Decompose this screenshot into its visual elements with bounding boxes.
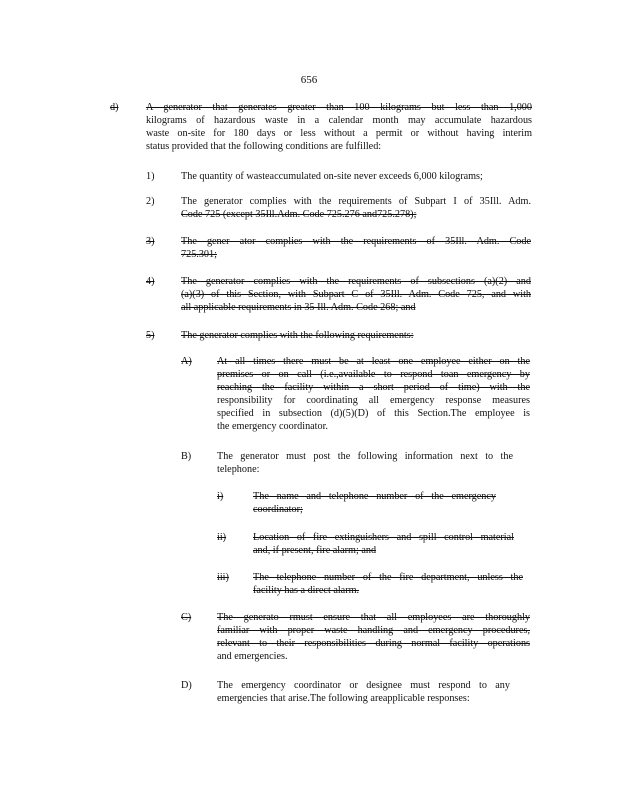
text-3 <box>181 235 531 261</box>
text-5 <box>181 329 531 342</box>
text-B-ii <box>253 531 514 557</box>
marker-2: 2) <box>146 196 155 207</box>
text-line: (a)(3) of this Section, with Subpart C of 35Ill. Adm. Code 725, and with <box>181 289 531 300</box>
text-d <box>146 101 532 153</box>
text-line: facility has a direct alarm. <box>253 585 360 596</box>
text-line: The telephone number of the fire department, unless the <box>253 572 523 583</box>
text-B <box>217 450 513 476</box>
text-line: coordinator; <box>253 504 303 515</box>
marker-D: D) <box>181 680 192 691</box>
text-line: kilograms of hazardous waste in a calendar month may accumulate hazardous <box>146 115 532 126</box>
text-line: premises or on call (i.e.,available to respond toan emergency by <box>217 369 530 380</box>
text-line: and, if present, fire alarm; and <box>253 545 377 556</box>
text-line: emergencies that arise.The following areapplicable responses: <box>217 693 470 704</box>
text-line: waste on-site for 180 days or less without a permit or without having interim <box>146 128 532 139</box>
text-line: A generator that generates greater than 100 kilograms but less than 1,000 <box>146 102 532 113</box>
text-B-i <box>253 490 496 516</box>
text-A <box>217 355 530 433</box>
text-line: the emergency coordinator. <box>217 421 328 432</box>
text-line: The generator must post the following information next to the <box>217 451 513 462</box>
marker-B-ii: ii) <box>217 532 227 543</box>
text-line: The emergency coordinator or designee must respond to any <box>217 680 510 691</box>
text-4 <box>181 275 531 314</box>
marker-A: A) <box>181 356 192 367</box>
text-line: At all times there must be at least one employee either on the <box>217 356 530 367</box>
text-1 <box>181 170 531 183</box>
text-line: telephone: <box>217 464 260 475</box>
marker-B-iii: iii) <box>217 572 229 583</box>
marker-C: C) <box>181 612 192 623</box>
text-line: Location of fire extinguishers and spill control material <box>253 532 514 543</box>
text-line: The generator complies with the following requirements: <box>181 330 414 341</box>
text-line: The name and telephone number of the emergency <box>253 491 496 502</box>
marker-d: d) <box>110 102 119 113</box>
text-line: The generato rmust ensure that all employees are thoroughly <box>217 612 530 623</box>
text-line: specified in subsection (d)(5)(D) of this Section.The employee is <box>217 408 530 419</box>
text-line: responsibility for coordinating all emergency response measures <box>217 395 530 406</box>
text-C <box>217 611 530 663</box>
text-D <box>217 679 510 705</box>
text-line: and emergencies. <box>217 651 288 662</box>
marker-B-i: i) <box>217 491 224 502</box>
page-number: 656 <box>300 74 318 86</box>
text-line: Code 725 (except 35Ill.Adm. Code 725.276 and725.278); <box>181 209 417 220</box>
text-line: status provided that the following conditions are fulfilled: <box>146 141 382 152</box>
text-line: relevant to their responsibilities during normal facility operations <box>217 638 530 649</box>
text-line: all applicable requirements in 35 Ill. Adm. Code 268; and <box>181 302 416 313</box>
text-line: familiar with proper waste handling and emergency procedures, <box>217 625 530 636</box>
text-line: 725.301; <box>181 249 217 260</box>
text-line: The generator complies with the requirements of subsections (a)(2) and <box>181 276 531 287</box>
text-line: reaching the facility within a short period of time) with the <box>217 382 530 393</box>
text-2 <box>181 195 531 221</box>
text-B-iii <box>253 571 523 597</box>
text-line: The generator complies with the requirements of Subpart I of 35Ill. Adm. <box>181 196 531 207</box>
text-line: The gener ator complies with the requirements of 35Ill. Adm. Code <box>181 236 531 247</box>
text-line: The quantity of wasteaccumulated on-site never exceeds 6,000 kilograms; <box>181 171 483 182</box>
marker-1: 1) <box>146 171 155 182</box>
marker-5: 5) <box>146 330 155 341</box>
marker-4: 4) <box>146 276 155 287</box>
marker-B: B) <box>181 451 192 462</box>
marker-3: 3) <box>146 236 155 247</box>
